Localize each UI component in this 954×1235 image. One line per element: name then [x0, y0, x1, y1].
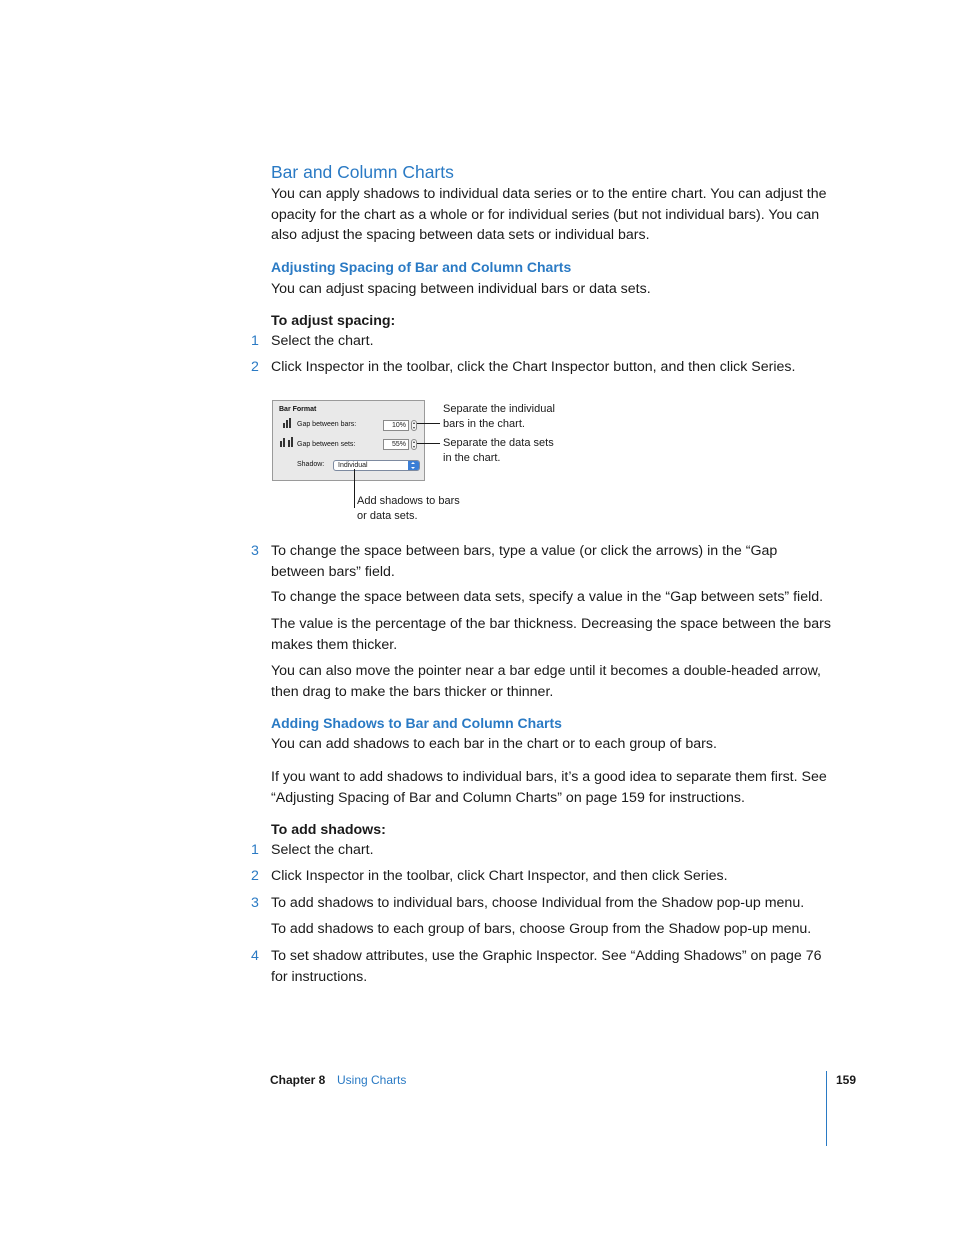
panel-title: Bar Format	[279, 406, 317, 413]
shadows-heading: Adding Shadows to Bar and Column Charts	[271, 715, 562, 731]
step-paragraph: To add shadows to each group of bars, choose Group from the Shadow pop-up menu.	[271, 921, 812, 937]
spacing-heading: Adjusting Spacing of Bar and Column Charts	[271, 259, 572, 275]
footer-chapter: Chapter 8	[270, 1073, 326, 1087]
callout-bars	[443, 402, 555, 432]
gap-bars-field[interactable]: 10%	[383, 420, 409, 431]
bar-format-panel	[272, 400, 425, 481]
step-paragraph: You can also move the pointer near a bar edge until it becomes a double-headed arrow, then drag to make the bars thicker or thinner.	[271, 663, 821, 700]
footer-chapter-title[interactable]: Using Charts	[337, 1073, 407, 1087]
shadow-label: Shadow:	[297, 461, 325, 468]
callout-line-text: or data sets.	[357, 510, 418, 522]
shadows-note: If you want to add shadows to individual bars, it’s a good idea to separate them first. See “Adjusting Spacing of Bar and Column Charts” on page 159 for instructions.	[271, 769, 827, 806]
step-text: Click Inspector in the toolbar, click the Chart Inspector button, and then click Series.	[271, 359, 796, 375]
step-text: To change the space between bars, type a value (or click the arrows) in the “Gap between bars” field.	[271, 543, 778, 580]
step-paragraph: To change the space between data sets, specify a value in the “Gap between sets” field.	[271, 589, 824, 605]
callout-sets	[443, 436, 554, 466]
step-number: 1	[251, 842, 259, 858]
spacing-intro: You can adjust spacing between individual bars or data sets.	[271, 281, 651, 297]
callout-line-text: Add shadows to bars	[357, 495, 460, 507]
step-text: Select the chart.	[271, 333, 374, 349]
shadows-intro: You can add shadows to each bar in the chart or to each group of bars.	[271, 736, 717, 752]
footer-rule	[826, 1071, 827, 1146]
step-text: Select the chart.	[271, 842, 374, 858]
shadows-task-label: To add shadows:	[271, 822, 386, 838]
step-text: Click Inspector in the toolbar, click Chart Inspector, and then click Series.	[271, 868, 728, 884]
callout-line-shadow	[354, 469, 355, 508]
callout-line-text: Separate the individual	[443, 403, 555, 415]
gap-sets-field[interactable]: 55%	[383, 439, 409, 450]
step-number: 4	[251, 948, 259, 964]
step-text: To add shadows to individual bars, choose Individual from the Shadow pop-up menu.	[271, 895, 805, 911]
section-intro: You can apply shadows to individual data series or to the entire chart. You can adjust the opacity for the chart as a whole or for individual series (but not individual bars). You can also adjust the spacing between data sets or individual bars.	[271, 186, 827, 243]
gap-sets-stepper[interactable]	[411, 439, 417, 450]
callout-line-bars	[417, 423, 440, 424]
callout-shadow	[357, 494, 460, 524]
set-gap-icon	[280, 437, 294, 447]
spacing-task-label: To adjust spacing:	[271, 313, 396, 329]
section-title: Bar and Column Charts	[271, 162, 454, 182]
step-paragraph: The value is the percentage of the bar thickness. Decreasing the space between the bars makes them thicker.	[271, 616, 831, 653]
step-number: 2	[251, 868, 259, 884]
shadow-popup-value: Individual	[338, 462, 368, 469]
page-number: 159	[836, 1073, 857, 1087]
step-text: To set shadow attributes, use the Graphic Inspector. See “Adding Shadows” on page 76 for instructions.	[271, 948, 822, 985]
gap-bars-stepper[interactable]	[411, 420, 417, 431]
gap-bars-label: Gap between bars:	[297, 421, 357, 428]
shadow-popup[interactable]	[333, 460, 420, 471]
step-number: 1	[251, 333, 259, 349]
step-number: 3	[251, 543, 259, 559]
callout-line-text: in the chart.	[443, 452, 501, 464]
bar-gap-icon	[282, 418, 292, 428]
popup-arrows-icon	[408, 461, 419, 470]
callout-line-text: Separate the data sets	[443, 437, 554, 449]
callout-line-text: bars in the chart.	[443, 418, 525, 430]
gap-sets-label: Gap between sets:	[297, 441, 356, 448]
callout-line-sets	[417, 443, 440, 444]
step-number: 2	[251, 359, 259, 375]
step-number: 3	[251, 895, 259, 911]
